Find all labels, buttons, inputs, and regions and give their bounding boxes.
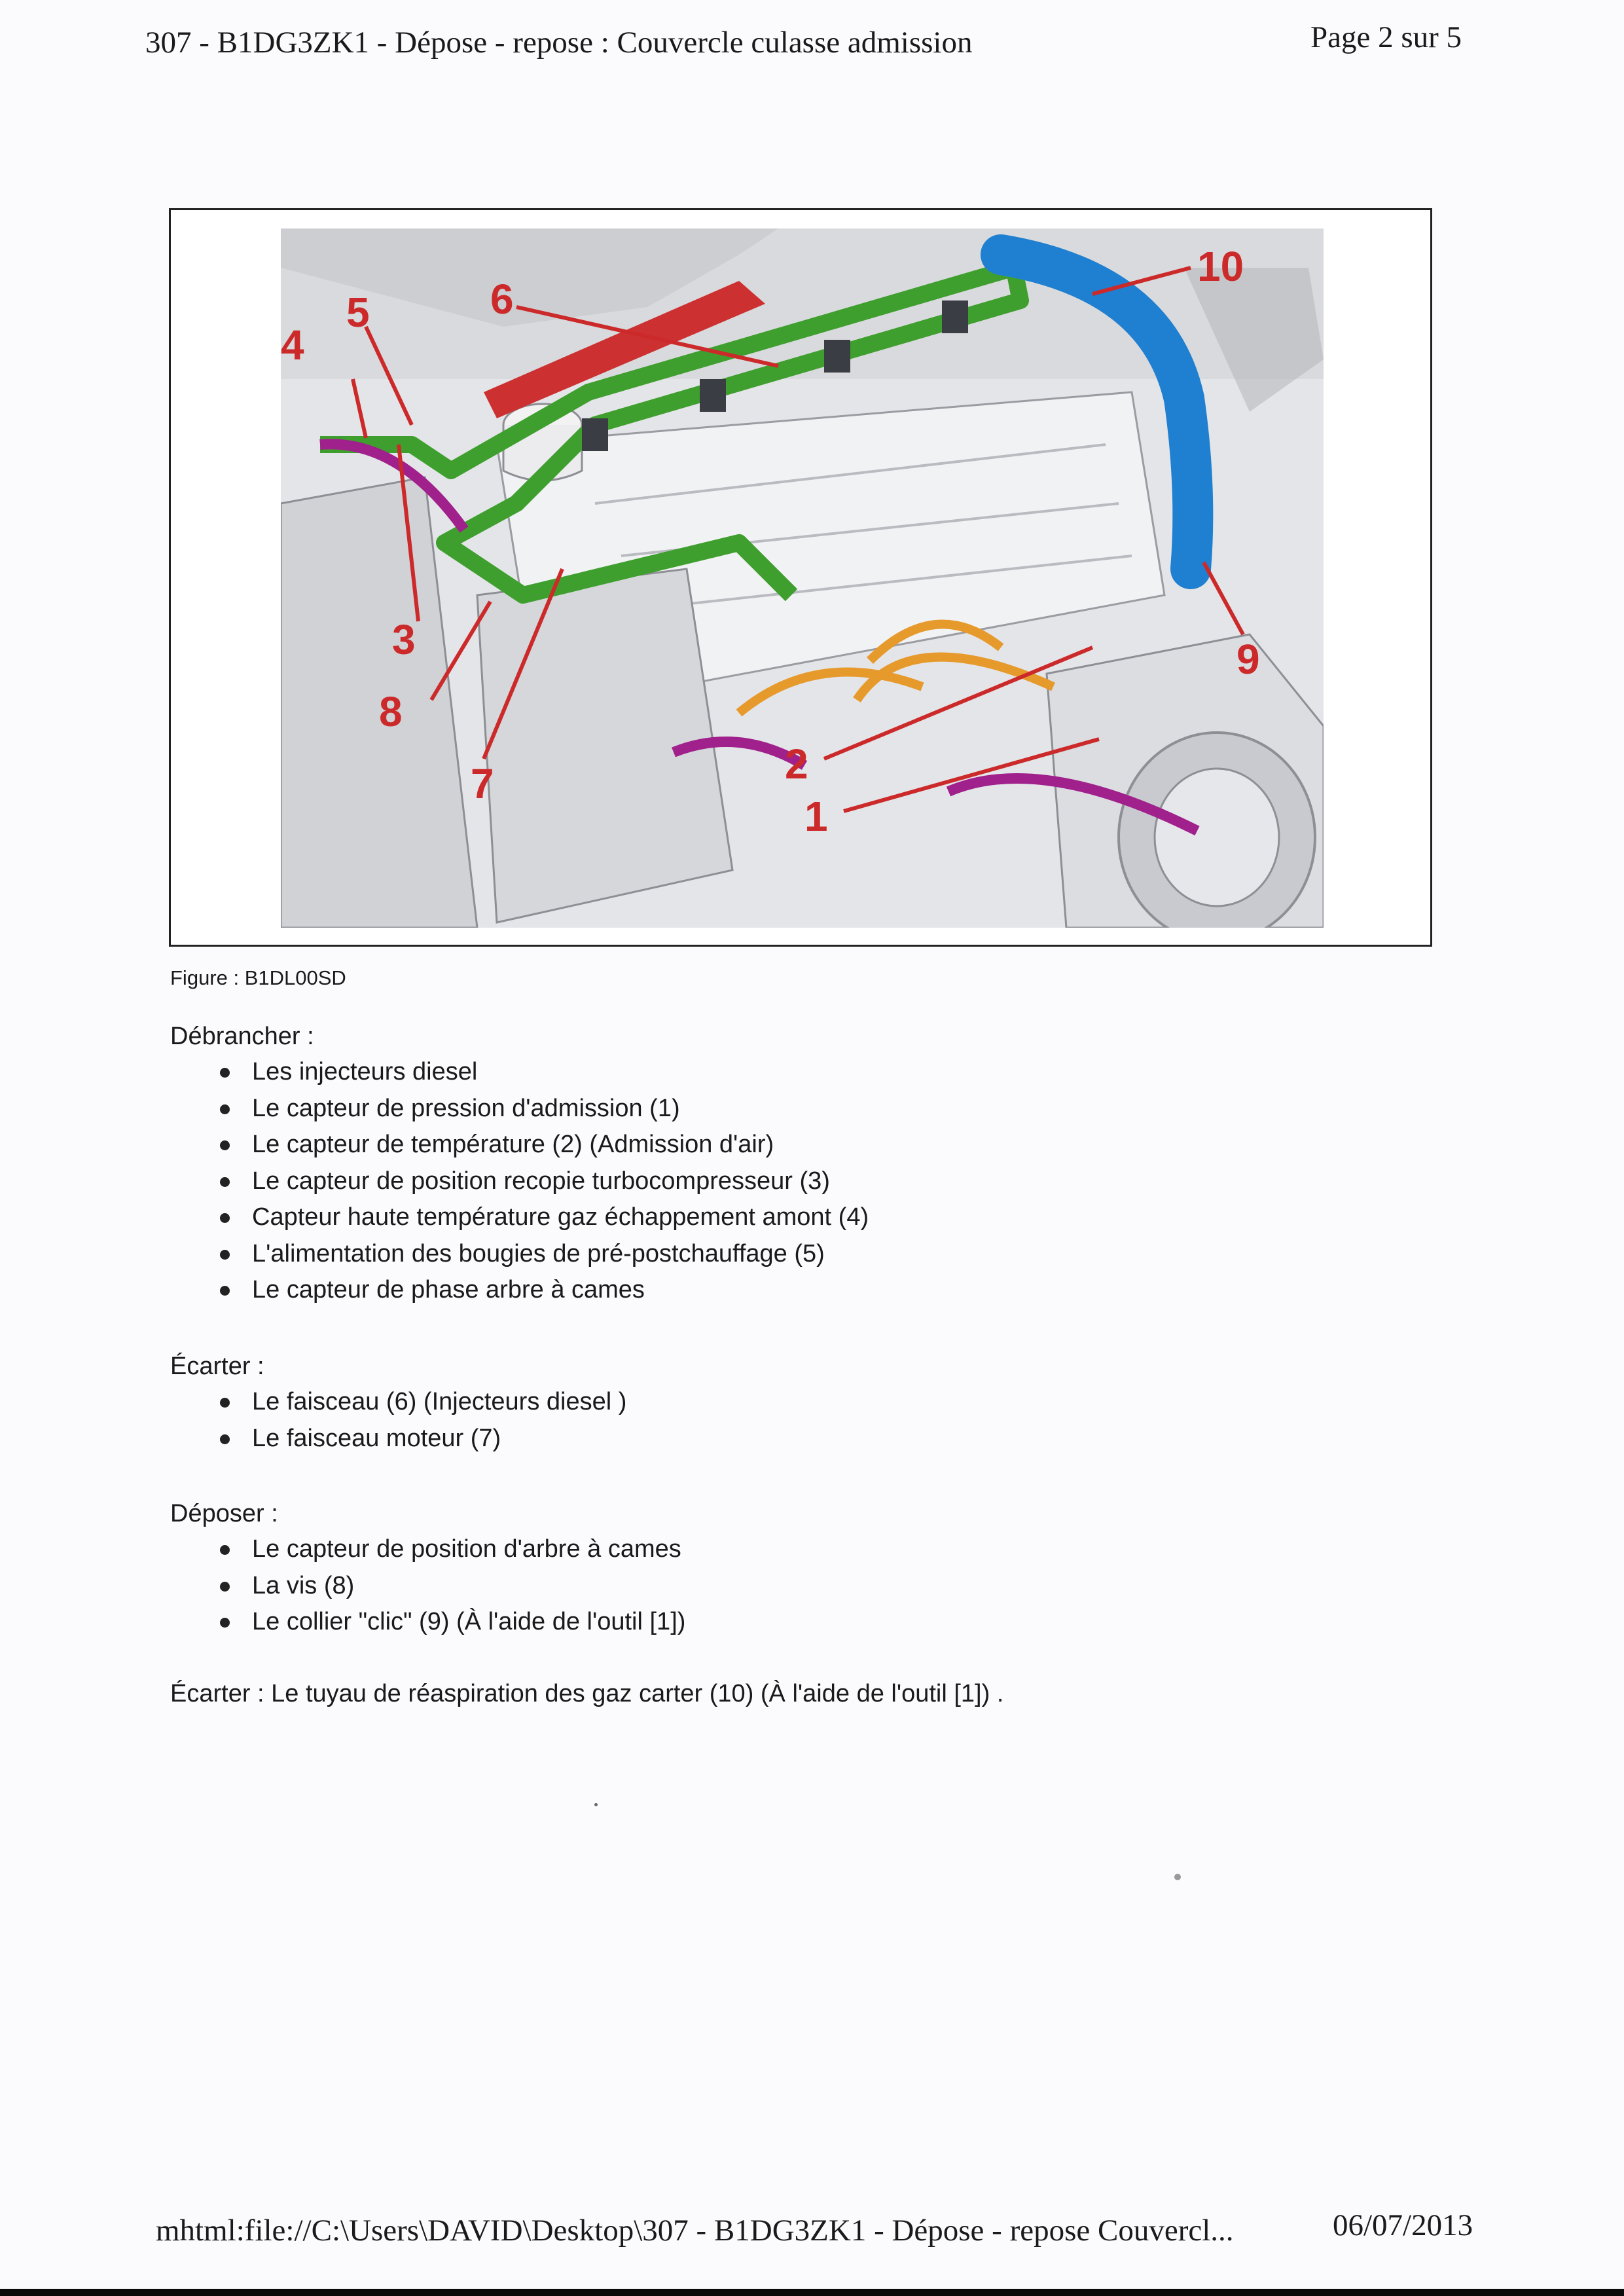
final-instruction: Écarter : Le tuyau de réaspiration des gaz carter (10) (À l'aide de l'outil [1]) . xyxy=(170,1680,1004,1707)
list-item-text: Le faisceau (6) (Injecteurs diesel ) xyxy=(252,1388,627,1415)
list-item-text: Capteur haute température gaz échappement amont (4) xyxy=(252,1203,869,1231)
callout-4: 4 xyxy=(281,321,304,369)
list-item xyxy=(170,1384,626,1421)
section-ecarter xyxy=(170,1349,626,1457)
callout-1: 1 xyxy=(804,793,828,840)
list-item xyxy=(170,1127,869,1163)
list-item xyxy=(170,1568,685,1605)
bullet-icon xyxy=(220,1068,230,1078)
list-item-text: Le capteur de température (2) (Admission d'air) xyxy=(252,1131,774,1158)
callout-9: 9 xyxy=(1236,636,1260,683)
callout-2: 2 xyxy=(785,740,808,788)
list-item xyxy=(170,1054,869,1091)
list-item xyxy=(170,1199,869,1236)
list-item xyxy=(170,1091,869,1127)
engine-illustration xyxy=(281,228,1324,928)
section-heading: Débrancher : xyxy=(170,1023,314,1050)
scanner-edge-strip xyxy=(0,2289,1624,2296)
bullet-icon xyxy=(220,1545,230,1555)
bullet-icon xyxy=(220,1140,230,1150)
bullet-icon xyxy=(220,1582,230,1592)
section-deposer xyxy=(170,1496,685,1641)
list-item xyxy=(170,1236,869,1273)
page-number: Page 2 sur 5 xyxy=(1310,20,1462,54)
bullet-list xyxy=(170,1384,626,1457)
bullet-icon xyxy=(220,1177,230,1187)
callout-3: 3 xyxy=(392,616,416,663)
scan-speck xyxy=(1174,1874,1181,1880)
list-item-text: La vis (8) xyxy=(252,1571,355,1599)
callout-5: 5 xyxy=(346,289,370,336)
callout-8: 8 xyxy=(379,688,403,735)
callout-6: 6 xyxy=(490,276,514,323)
list-item-text: Le collier "clic" (9) (À l'aide de l'outil [1]) xyxy=(252,1608,686,1635)
list-item xyxy=(170,1604,685,1641)
bullet-icon xyxy=(220,1250,230,1260)
list-item-text: L'alimentation des bougies de pré-postchauffage (5) xyxy=(252,1239,825,1267)
list-item-text: Le capteur de position recopie turbocompresseur (3) xyxy=(252,1167,830,1195)
bullet-icon xyxy=(220,1213,230,1223)
callout-10: 10 xyxy=(1197,243,1244,290)
bullet-list xyxy=(170,1054,869,1309)
list-item-text: Le capteur de position d'arbre à cames xyxy=(252,1535,681,1563)
list-item xyxy=(170,1163,869,1200)
callout-7: 7 xyxy=(471,760,494,807)
list-item-text: Le faisceau moteur (7) xyxy=(252,1424,501,1452)
footer-url: mhtml:file://C:\Users\DAVID\Desktop\307 - B1DG3ZK1 - Dépose - repose Couvercl... xyxy=(156,2214,1234,2248)
bullet-icon xyxy=(220,1434,230,1444)
bullet-icon xyxy=(220,1618,230,1628)
list-item-text: Le capteur de phase arbre à cames xyxy=(252,1276,645,1303)
bullet-list xyxy=(170,1531,685,1641)
list-item xyxy=(170,1421,626,1457)
footer-date: 06/07/2013 xyxy=(1333,2208,1473,2242)
figure-caption: Figure : B1DL00SD xyxy=(170,966,346,989)
bullet-icon xyxy=(220,1286,230,1296)
list-item xyxy=(170,1531,685,1568)
list-item xyxy=(170,1272,869,1309)
list-item-text: Les injecteurs diesel xyxy=(252,1058,478,1085)
section-heading: Déposer : xyxy=(170,1500,278,1527)
figure-frame xyxy=(169,208,1432,947)
bullet-icon xyxy=(220,1398,230,1408)
section-heading: Écarter : xyxy=(170,1353,264,1380)
list-item-text: Le capteur de pression d'admission (1) xyxy=(252,1094,680,1122)
section-debrancher xyxy=(170,1019,869,1309)
scan-speck xyxy=(594,1803,598,1806)
page-title: 307 - B1DG3ZK1 - Dépose - repose : Couvercle culasse admission xyxy=(145,26,973,60)
bullet-icon xyxy=(220,1104,230,1114)
